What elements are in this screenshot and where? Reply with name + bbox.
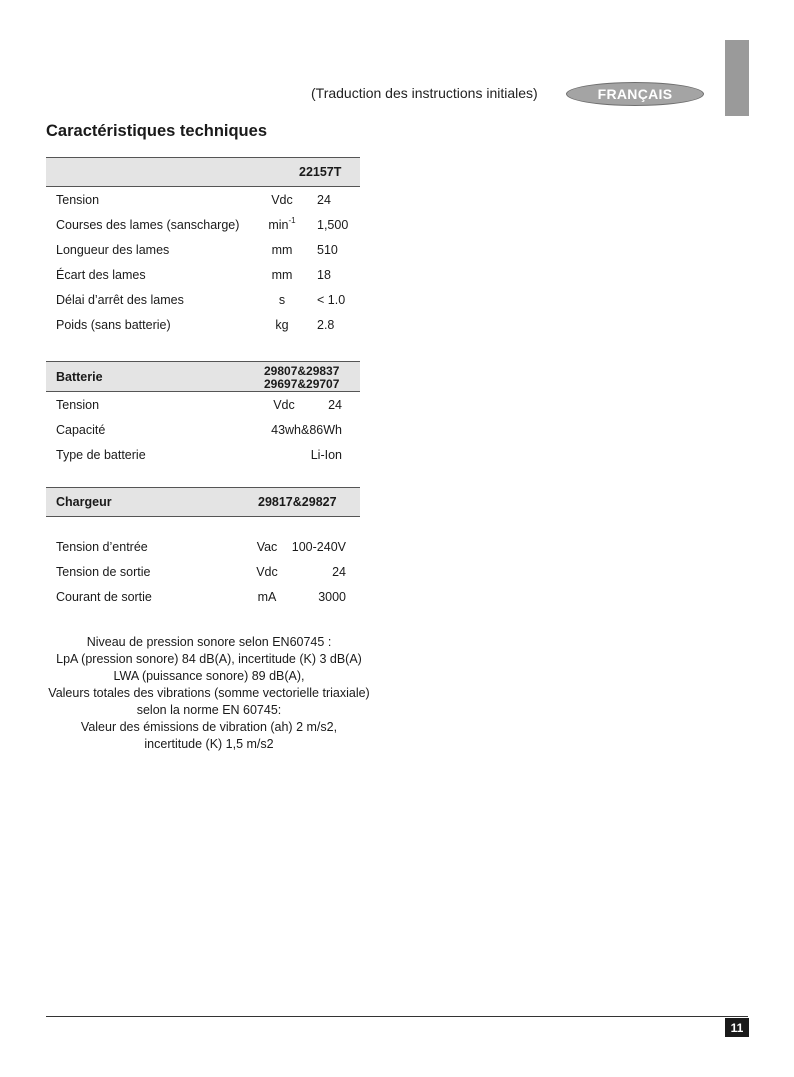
spec-value: 3000 [318, 590, 346, 604]
note-line: incertitude (K) 1,5 m/s2 [144, 737, 274, 751]
spec-label: Tension d’entrée [56, 540, 148, 554]
page-number: 11 [730, 1020, 744, 1035]
battery-table-header [46, 361, 360, 392]
spec-value: 24 [317, 193, 331, 207]
spec-unit: mA [257, 590, 277, 604]
battery-table-title: Batterie [56, 370, 103, 384]
spec-value: 2.8 [317, 318, 335, 332]
battery-specs-table [46, 361, 360, 467]
spec-label: Courant de sortie [56, 590, 152, 604]
battery-models-line1: 29807&29837 [264, 364, 340, 378]
charger-table-title: Chargeur [56, 495, 112, 509]
spec-unit: Vac [256, 540, 278, 554]
unit-base: min [268, 218, 289, 232]
note-line: selon la norme EN 60745: [136, 703, 282, 717]
tool-specs-table [46, 157, 360, 337]
spec-unit: s [278, 293, 286, 307]
spec-label: Tension [56, 398, 100, 412]
spec-label: Type de batterie [56, 448, 146, 462]
table-row [46, 559, 360, 584]
spec-label: Longueur des lames [56, 243, 170, 257]
spec-unit: mm [271, 243, 293, 257]
spec-label: Poids (sans batterie) [56, 318, 171, 332]
charger-table-header [46, 487, 360, 517]
spec-label: Tension de sortie [56, 565, 151, 579]
spec-label: Délai d’arrêt des lames [56, 293, 184, 307]
note-line: LWA (puissance sonore) 89 dB(A), [113, 669, 305, 683]
charger-specs-table [46, 487, 360, 616]
spec-value: 510 [317, 243, 338, 257]
tool-model-number: 22157T [299, 165, 342, 179]
noise-vibration-notes [46, 634, 372, 753]
table-row [46, 237, 360, 262]
spec-unit: mm [271, 268, 293, 282]
tool-table-header [46, 157, 360, 187]
spec-label: Capacité [56, 423, 106, 437]
note-line: Valeur des émissions de vibration (ah) 2 m/s2, [80, 720, 338, 734]
table-spacer [46, 517, 360, 534]
side-thumb-tab [725, 40, 749, 116]
spec-unit: Vdc [256, 565, 278, 579]
table-row [46, 262, 360, 287]
spec-value: 24 [332, 565, 346, 579]
spec-value: 24 [328, 398, 342, 412]
table-row [46, 287, 360, 312]
spec-value: 43wh&86Wh [271, 423, 342, 437]
table-row [46, 534, 360, 559]
table-row [46, 584, 360, 616]
spec-value: 18 [317, 268, 331, 282]
note-line: Valeurs totales des vibrations (somme vectorielle triaxiale) [48, 686, 370, 700]
table-row [46, 392, 360, 417]
spec-label: Tension [56, 193, 100, 207]
spec-label: Écart des lames [56, 268, 146, 282]
table-row [46, 417, 360, 442]
language-label: FRANÇAIS [597, 86, 673, 102]
footer-divider [46, 1016, 748, 1017]
spec-unit: Vdc [271, 193, 293, 207]
table-row [46, 212, 360, 237]
note-line: Niveau de pression sonore selon EN60745 : [86, 635, 332, 649]
page-number-badge [725, 1018, 749, 1037]
spec-value: 1,500 [317, 218, 349, 232]
note-line: LpA (pression sonore) 84 dB(A), incertitude (K) 3 dB(A) [56, 652, 362, 666]
table-row [46, 187, 360, 212]
language-badge [566, 82, 704, 106]
unit-superscript: -1 [288, 216, 296, 225]
battery-models-line2: 29697&29707 [264, 377, 340, 391]
spec-value: 100-240V [291, 540, 346, 554]
translation-note: (Traduction des instructions initiales) [311, 85, 538, 101]
spec-unit: Vdc [273, 398, 295, 412]
spec-value: < 1.0 [317, 293, 346, 307]
spec-label: Courses des lames (sanscharge) [56, 218, 240, 232]
spec-value: Li-Ion [310, 448, 342, 462]
spec-unit: kg [275, 318, 289, 332]
table-row [46, 312, 360, 337]
table-row [46, 442, 360, 467]
charger-models: 29817&29827 [258, 495, 337, 509]
section-title: Caractéristiques techniques [46, 122, 267, 140]
spec-unit [266, 218, 298, 232]
